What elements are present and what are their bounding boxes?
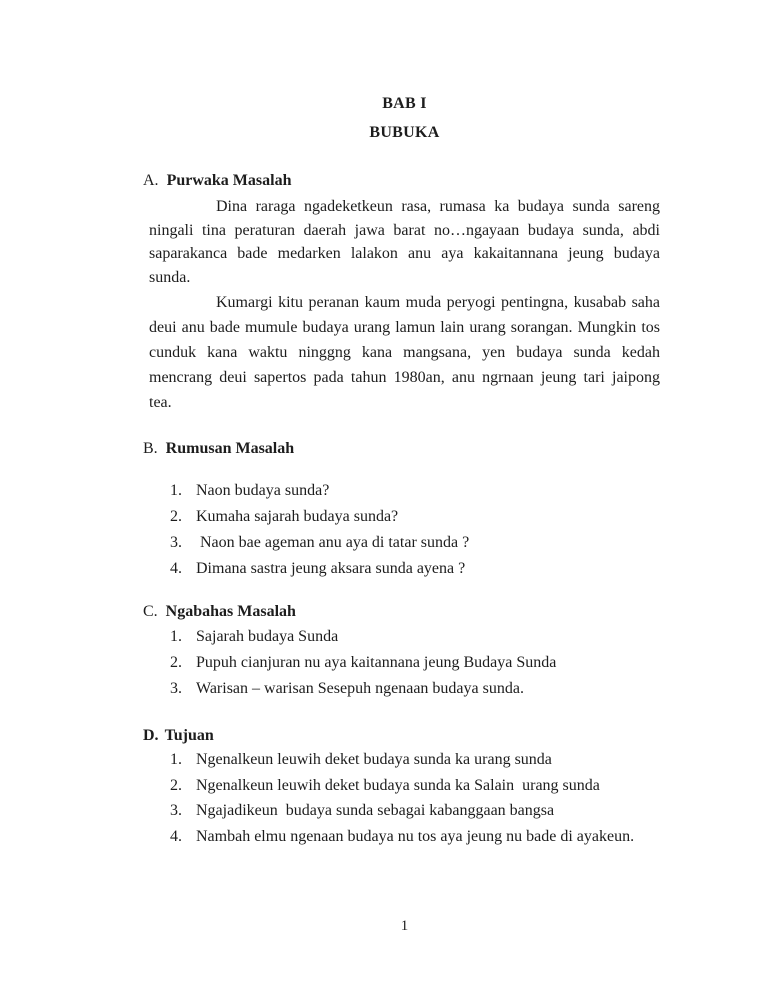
list-item-text: Nambah elmu ngenaan budaya nu tos aya jeung nu bade di ayakeun. [196,827,635,845]
list-item [149,556,660,582]
page-number: 1 [400,918,409,934]
list-item-number: 2. [170,654,182,671]
chapter-title: BAB I [382,95,427,112]
list-item [149,624,660,650]
paragraph-line: Dina raraga ngadeketkeun rasa, rumasa ka budaya sunda sareng [216,198,660,215]
list-item-text: Naon budaya sunda? [196,482,330,499]
section-a-heading [143,169,660,193]
section-c-title: Ngabahas Masalah [165,603,296,620]
list-item [149,824,660,850]
section-a-label: A. [143,172,159,189]
list-item-text: Warisan – warisan Sesepuh ngenaan budaya sunda. [196,680,524,697]
list-item-number: 4. [170,560,182,577]
list-item-text: Ngajadikeun budaya sunda sebagai kabanggaan bangsa [196,802,555,819]
list-item [149,747,660,773]
list-item [149,530,660,556]
numbered-list-d [149,747,660,849]
list-item [149,798,660,824]
list-item-number: 3. [170,680,182,697]
section-d-heading [143,724,660,748]
list-item-number: 3. [170,534,182,551]
list-item-text: Kumaha sajarah budaya sunda? [196,508,399,525]
section-d-label: D. [143,727,159,744]
list-item-text: Pupuh cianjuran nu aya kaitannana jeung Budaya Sunda [196,654,557,671]
list-item-number: 2. [170,776,182,794]
paragraph-1 [149,195,660,289]
section-c-heading [143,600,660,624]
list-item-number: 1. [170,628,182,645]
list-item [149,650,660,676]
list-item-text: Sajarah budaya Sunda [196,628,339,645]
paragraph-line: Kumargi kitu peranan kaum muda peryogi pentingna, kusabab saha [216,294,660,311]
paragraph-line: mencrang deui sapertos pada tahun 1980an, anu ngrnaan jeung tari jaipong [149,369,660,386]
section-a-title: Purwaka Masalah [166,172,292,189]
list-item-number: 4. [170,827,182,845]
chapter-subtitle: BUBUKA [369,124,440,141]
paragraph-2 [149,290,660,415]
list-item-text: Ngenalkeun leuwih deket budaya sunda ka urang sunda [196,751,552,768]
paragraph-line: ningali tina peraturan daerah jawa barat no…ngayaan budaya sunda, abdi [149,221,660,239]
section-b-title: Rumusan Masalah [165,440,295,457]
numbered-list-c [149,624,660,702]
list-item-number: 1. [170,751,182,768]
numbered-list-b [149,478,660,582]
list-item [149,478,660,504]
list-item-number: 3. [170,802,182,819]
list-item-number: 1. [170,482,182,499]
paragraph-line: sunda. [149,268,191,286]
list-item-text: Ngenalkeun leuwih deket budaya sunda ka Salain urang sunda [196,776,600,794]
list-item-number: 2. [170,508,182,525]
list-item [149,504,660,530]
list-item [149,773,660,799]
paragraph-line: cunduk kana waktu ninggng kana mangsana, yen budaya sunda kedah [149,344,660,361]
section-b-label: B. [143,440,158,457]
section-b-heading [143,437,660,461]
section-d-title: Tujuan [164,727,214,744]
list-item [149,676,660,702]
section-c-label: C. [143,603,158,620]
list-item-text: Dimana sastra jeung aksara sunda ayena ? [196,560,466,577]
paragraph-line: deui anu bade mumule budaya urang lamun lain urang sorangan. Mungkin tos [149,319,660,336]
list-item-text: Naon bae ageman anu aya di tatar sunda ? [196,534,470,551]
paragraph-line: tea. [149,394,172,411]
paragraph-line: saparakanca bade medarken lalakon anu aya kakaitannana jeung budaya [149,245,660,262]
